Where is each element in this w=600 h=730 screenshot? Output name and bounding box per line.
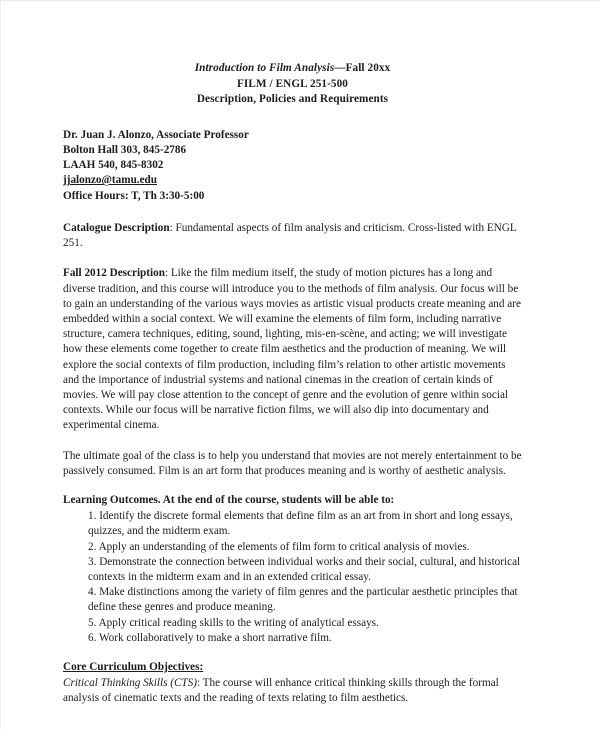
- title-line-subtitle: Description, Policies and Requirements: [196, 93, 389, 105]
- title-line-course: [63, 61, 522, 77]
- core-curriculum-cts-paragraph: [63, 676, 522, 706]
- catalogue-description-label: Catalogue Description: [63, 221, 170, 234]
- list-item: 5. Apply critical reading skills to the writing of analytical essays.: [88, 616, 379, 629]
- title-course-term: —Fall 20xx: [334, 62, 391, 74]
- course-description-text: : Like the film medium itself, the study of motion pictures has a long and diverse tradition, and this course will introduce you to the methods of film analysis. Our focus will be to gain an understanding of the various ways movies as artistic visual products create meaning and are embedded within a social context. We will examine the elements of film form, including narrative structure, camera techniques, editing, sound, lighting, mis-en-scène, and acting; we will investigate how these elements come together to create film aesthetics and the production of meaning. We will explore the social contexts of film production, including film’s relation to other artistic movements and the importance of industrial systems and national cinemas in the creation of certain kinds of movies. We will pay close attention to the concept of genre and the evolution of genre within social contexts. While our focus will be narrative fiction films, we will also dip into documentary and experimental cinema.: [63, 267, 521, 432]
- core-curriculum-cts-text: : The course will enhance critical thinking skills through the formal analysis of cinematic texts and the reading of texts relating to film aesthetics.: [63, 677, 499, 705]
- catalogue-description-paragraph: [63, 221, 522, 251]
- course-goal-paragraph: The ultimate goal of the class is to help you understand that movies are not merely entertainment to be passively consumed. Film is an art form that produces meaning and is worthy of aesthetic analysis.: [63, 449, 522, 477]
- learning-outcomes-list: [63, 509, 522, 646]
- course-description-paragraph: [63, 266, 522, 433]
- title-course-name: Introduction to Film Analysis: [194, 62, 335, 74]
- learning-outcomes-heading: Learning Outcomes. At the end of the course, students will be able to:: [63, 494, 395, 507]
- list-item: 4. Make distinctions among the variety of film genres and the particular aesthetic principles that define these genres and produce meaning.: [88, 586, 518, 614]
- instructor-name: Dr. Juan J. Alonzo, Associate Professor: [63, 128, 249, 141]
- instructor-office-primary: Bolton Hall 303, 845-2786: [63, 143, 187, 156]
- instructor-contact-block: [63, 128, 522, 204]
- catalogue-description-text: : Fundamental aspects of film analysis and criticism. Cross-listed with ENGL 251.: [63, 221, 517, 250]
- core-curriculum-heading: Core Curriculum Objectives:: [63, 661, 204, 674]
- instructor-office-hours: Office Hours: T, Th 3:30-5:00: [63, 189, 205, 202]
- list-item: 6. Work collaboratively to make a short narrative film.: [88, 631, 332, 644]
- list-item: 1. Identify the discrete formal elements that define film as an art from in short and long essays, quizzes, and the midterm exam.: [88, 510, 513, 538]
- document-title-block: [63, 61, 522, 108]
- list-item: 3. Demonstrate the connection between individual works and their social, cultural, and historical contexts in the midterm exam and in an extended critical essay.: [88, 555, 521, 584]
- course-description-label: Fall 2012 Description: [63, 267, 165, 280]
- instructor-office-secondary: LAAH 540, 845-8302: [63, 159, 164, 172]
- title-line-code: FILM / ENGL 251-500: [237, 77, 348, 90]
- instructor-email-link[interactable]: jjalonzo@tamu.edu: [63, 174, 158, 187]
- document-sheet: [63, 61, 522, 707]
- list-item: 2. Apply an understanding of the elements of film form to critical analysis of movies.: [88, 540, 470, 553]
- core-curriculum-cts-label: Critical Thinking Skills (CTS): [63, 677, 197, 690]
